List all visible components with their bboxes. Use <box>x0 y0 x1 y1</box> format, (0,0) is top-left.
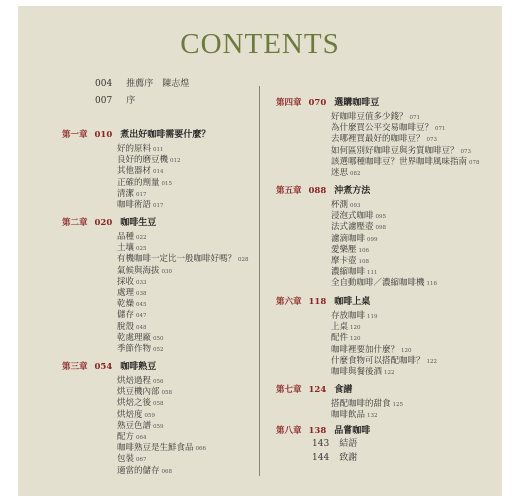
entry-title: 氣候與海拔 <box>117 265 160 276</box>
entry-title: 季節作物 <box>117 344 152 354</box>
entry-title: 咖啡熟豆是生鮮食品 <box>117 443 194 454</box>
entry-title: 咖啡與餐後酒 <box>331 367 383 377</box>
entry-page-number: 071 <box>409 115 421 121</box>
entry-title: 品種 <box>117 232 135 242</box>
chapter-page-number: 010 <box>94 130 113 140</box>
entry-page-number: 095 <box>375 214 387 221</box>
entry-page-number: 038 <box>136 291 147 297</box>
entry-page-number: 093 <box>350 203 361 209</box>
entry-title: 烘焙度 <box>117 409 143 420</box>
entry-title: 包裝 <box>117 454 135 465</box>
entry-title: 良好的磨豆機 <box>117 155 169 166</box>
entry-page-number: 059 <box>144 412 156 419</box>
entry-title: 咖啡裡要加什麼？ <box>331 344 400 355</box>
entry-title: 其他器材 <box>117 166 152 177</box>
entry-page-number: 058 <box>161 390 173 397</box>
entry-page-number: 058 <box>153 401 164 408</box>
entry-title: 上桌 <box>331 322 349 333</box>
entry-title: 浸泡式咖啡 <box>331 211 374 222</box>
entry-title: 正確的劑量 <box>117 177 160 188</box>
toc-entry <box>331 270 437 289</box>
toc-entry <box>117 458 172 477</box>
entry-page-number: 125 <box>392 402 404 408</box>
entry-page-number: 082 <box>350 171 361 177</box>
entry-page-number: 017 <box>153 203 164 209</box>
prefix-title: 序 <box>126 96 136 106</box>
entry-title: 好的原料 <box>117 144 152 154</box>
prefix-title: 推薦序 陳志煌 <box>126 79 190 89</box>
entry-page-number: 132 <box>367 413 378 420</box>
entry-title: 杯測 <box>331 200 349 210</box>
entry-page-number: 122 <box>384 370 395 376</box>
postfix-title: 致謝 <box>339 453 358 463</box>
chapter-title: 咖啡生豆 <box>120 218 157 228</box>
entry-title: 有機咖啡一定比一般咖啡好嗎？ <box>117 254 237 265</box>
chapter-label: 第三章 <box>62 362 88 372</box>
prefix-page-number: 004 <box>95 79 113 89</box>
page-title: CONTENTS <box>180 28 340 60</box>
chapter-page-number: 118 <box>308 297 327 307</box>
entry-page-number: 068 <box>161 468 173 475</box>
entry-page-number: 048 <box>136 324 147 331</box>
entry-page-number: 059 <box>153 423 164 430</box>
entry-page-number: 033 <box>136 279 147 286</box>
chapter-page-number: 020 <box>94 218 113 228</box>
chapter-label: 第八章 <box>276 426 302 436</box>
entry-title: 全自動咖啡／濃縮咖啡機 <box>331 278 425 289</box>
chapter-page-number: 070 <box>308 98 327 108</box>
entry-page-number: 120 <box>350 336 361 343</box>
entry-title: 咖啡術語 <box>117 200 152 210</box>
entry-page-number: 116 <box>426 281 438 288</box>
postfix-line <box>312 450 357 463</box>
entry-title: 脫殼 <box>117 321 135 332</box>
entry-page-number: 067 <box>136 457 147 464</box>
entry-page-number: 099 <box>367 236 378 243</box>
prefix-line <box>95 93 135 106</box>
chapter-title: 沖煮方法 <box>334 186 371 196</box>
entry-page-number: 078 <box>469 159 480 166</box>
entry-page-number: 064 <box>136 435 147 441</box>
entry-title: 什麼食物可以搭配咖啡？ <box>331 355 425 366</box>
postfix-title: 結語 <box>339 439 358 449</box>
toc-entry <box>331 359 395 378</box>
chapter-title: 食譜 <box>334 385 353 395</box>
toc-content <box>18 6 502 496</box>
entry-title: 存放咖啡 <box>331 311 366 321</box>
chapter-label: 第四章 <box>276 98 302 108</box>
entry-title: 烘豆機內部 <box>117 387 160 398</box>
entry-title: 如何區別好咖啡豆與劣質咖啡豆？ <box>331 145 459 156</box>
entry-page-number: 066 <box>195 446 207 453</box>
entry-page-number: 111 <box>367 270 378 277</box>
entry-page-number: 108 <box>358 259 370 265</box>
entry-page-number: 025 <box>136 246 147 253</box>
chapter-page-number: 124 <box>308 385 327 395</box>
chapter-label: 第五章 <box>276 186 302 196</box>
entry-title: 乾燥 <box>117 299 135 310</box>
chapter-label: 第六章 <box>276 297 302 307</box>
entry-title: 適當的儲存 <box>117 465 160 476</box>
entry-page-number: 012 <box>170 158 181 165</box>
entry-title: 清潔 <box>117 188 135 199</box>
entry-page-number: 045 <box>136 302 147 309</box>
entry-title: 處理 <box>117 288 135 298</box>
prefix-line <box>95 76 189 89</box>
entry-page-number: 073 <box>426 137 438 144</box>
entry-title: 迷思 <box>331 168 349 178</box>
entry-page-number: 047 <box>136 313 147 320</box>
entry-title: 烘焙之後 <box>117 398 152 409</box>
entry-title: 乾處理廠 <box>117 332 152 343</box>
prefix-page-number: 007 <box>95 96 113 106</box>
chapter-title: 咖啡熟豆 <box>120 362 157 372</box>
entry-page-number: 106 <box>358 247 370 254</box>
chapter-label: 第七章 <box>276 385 302 395</box>
entry-title: 儲存 <box>117 310 135 321</box>
entry-page-number: 050 <box>153 335 164 342</box>
chapter-label: 第二章 <box>62 218 88 228</box>
chapter-label: 第一章 <box>62 130 88 140</box>
entry-title: 濾滴咖啡 <box>331 233 366 244</box>
chapter-title: 煮出好咖啡需要什麼？ <box>120 130 211 140</box>
entry-title: 配方 <box>117 432 135 442</box>
entry-title: 咖啡飲品 <box>331 410 366 421</box>
entry-page-number: 015 <box>161 180 173 187</box>
toc-entry <box>117 336 164 355</box>
entry-title: 配件 <box>331 333 349 344</box>
entry-title: 摩卡壺 <box>331 256 357 266</box>
entry-title: 烘焙過程 <box>117 376 152 386</box>
entry-title: 濃縮咖啡 <box>331 267 366 278</box>
entry-page-number: 122 <box>426 358 438 365</box>
entry-title: 土壤 <box>117 243 135 254</box>
entry-page-number: 056 <box>153 379 164 385</box>
entry-title: 愛樂壓 <box>331 244 357 255</box>
entry-title: 熟豆色譜 <box>117 420 152 431</box>
entry-title: 採收 <box>117 276 135 287</box>
entry-page-number: 017 <box>136 191 147 198</box>
entry-title: 好咖啡豆值多少錢？ <box>331 112 408 122</box>
entry-page-number: 120 <box>401 347 412 354</box>
postfix-page-number: 143 <box>312 439 330 449</box>
chapter-title: 咖啡上桌 <box>334 297 371 307</box>
toc-entry <box>331 160 361 179</box>
entry-page-number: 120 <box>350 325 361 332</box>
entry-title: 法式濾壓壺 <box>331 222 374 233</box>
entry-page-number: 011 <box>153 147 164 153</box>
entry-page-number: 028 <box>238 257 249 264</box>
chapter-page-number: 138 <box>308 426 327 436</box>
entry-title: 搭配咖啡的甜食 <box>331 399 391 409</box>
entry-page-number: 052 <box>153 347 164 353</box>
entry-page-number: 014 <box>153 169 164 176</box>
entry-title: 該選哪種咖啡豆？世界咖啡風味指南 <box>331 156 468 167</box>
entry-title: 去哪裡買最好的咖啡豆？ <box>331 134 425 145</box>
entry-title: 為什麼買公平交易咖啡豆？ <box>331 123 434 134</box>
chapter-page-number: 054 <box>94 362 113 372</box>
postfix-page-number: 144 <box>312 453 330 463</box>
entry-page-number: 119 <box>367 314 378 320</box>
contents-page <box>18 6 502 496</box>
toc-entry <box>117 192 164 211</box>
entry-page-number: 022 <box>136 235 147 241</box>
entry-page-number: 030 <box>161 268 173 275</box>
entry-page-number: 073 <box>460 148 472 155</box>
entry-page-number: 098 <box>375 225 387 232</box>
chapter-page-number: 088 <box>308 186 327 196</box>
chapter-heading <box>276 418 370 437</box>
chapter-title: 選購咖啡豆 <box>334 98 380 108</box>
chapter-title: 品嘗咖啡 <box>334 426 371 436</box>
postfix-line <box>312 436 357 449</box>
entry-page-number: 071 <box>435 126 446 133</box>
